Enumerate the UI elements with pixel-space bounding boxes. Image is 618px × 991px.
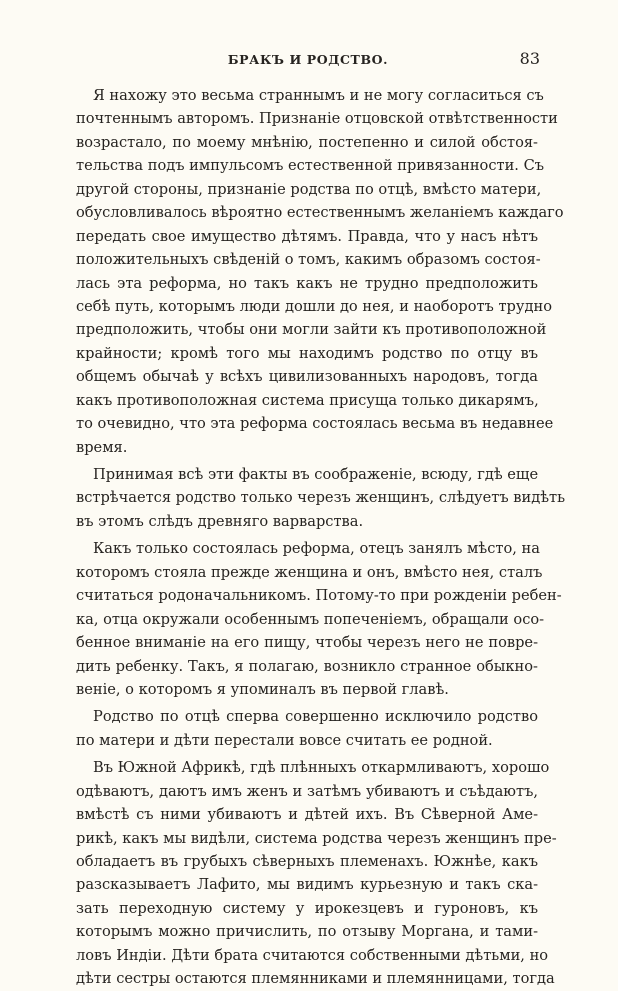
page-header [76,50,540,72]
text-line: обусловливалось вѣроятно естественнымъ желаніемъ каждаго [76,204,564,222]
text-line: какъ противоположная система присуща только дикарямъ, [76,391,539,409]
text-line: считаться родоначальникомъ. Потому-то при рожденіи ребен- [76,587,562,605]
text-line: возрастало, по моему мнѣнію, постепенно и силой обстоя- [76,133,538,151]
text-line: тельства подъ импульсомъ естественной привязанности. Съ [76,157,545,175]
text-line: по матери и дѣти перестали вовсе считать ее родной. [76,731,493,749]
paragraph-first-line: Родство по отцѣ сперва совершенно исключило родство [93,708,538,726]
text-line: другой стороны, признаніе родства по отцѣ, вмѣсто матери, [76,180,542,198]
text-line: которомъ стояла прежде женщина и онъ, вмѣсто нея, сталъ [76,563,543,581]
text-line: рикѣ, какъ мы видѣли, система родства черезъ женщинъ пре- [76,829,557,847]
page-number: 83 [519,49,540,68]
text-line: которымъ можно причислить, по отзыву Моргана, и тами- [76,923,538,941]
text-line: зать переходную систему у ирокезцевъ и гуроновъ, къ [76,899,538,917]
text-line: разсказываетъ Лафито, мы видимъ курьезную и такъ ска- [76,876,538,894]
text-line: общемъ обычаѣ у всѣхъ цивилизованныхъ народовъ, тогда [76,368,538,386]
text-line: въ этомъ слѣдъ древняго варварства. [76,512,364,530]
text-line: предположить, чтобы они могли зайти къ противоположной [76,321,547,339]
paragraph-first-line: Принимая всѣ эти факты въ соображеніе, всюду, гдѣ еще [93,466,539,483]
text-line: веніе, о которомъ я упоминалъ въ первой главѣ. [76,680,449,698]
paragraph-first-line: Въ Южной Африкѣ, гдѣ плѣнныхъ откармливаютъ, хорошо [93,759,550,777]
text-line: время. [76,438,128,456]
text-line: то очевидно, что эта реформа состоялась весьма въ недавнее [76,415,554,433]
text-line: ка, отца окружали особеннымъ попеченіемъ, обращали осо- [76,610,545,628]
text-line: себѣ путь, которымъ люди дошли до нея, и наоборотъ трудно [76,297,552,315]
text-line: встрѣчается родство только черезъ женщинъ, слѣдуетъ видѣть [76,489,566,507]
text-line: вмѣстѣ съ ними убиваютъ и дѣтей ихъ. Въ Сѣверной Аме- [76,806,538,824]
text-line: крайности; кромѣ того мы находимъ родство по отцу въ [76,344,538,362]
body-text [76,84,566,991]
text-line: лась эта реформа, но такъ какъ не трудно предположить [76,274,538,292]
text-line: ловъ Индіи. Дѣти брата считаются собственными дѣтьми, но [76,946,549,964]
text-line: дѣти сестры остаются племянниками и племянницами, тогда [76,970,555,988]
text-line: бенное вниманіе на его пищу, чтобы черезъ него не повре- [76,634,538,652]
text-line: положительныхъ свѣденій о томъ, какимъ образомъ состоя- [76,251,541,269]
running-title: БРАКЪ И РОДСТВО. [227,52,389,67]
text-line: одѣваютъ, даютъ имъ женъ и затѣмъ убиваютъ и съѣдаютъ, [76,782,538,800]
paragraph-first-line: Какъ только состоялась реформа, отецъ занялъ мѣсто, на [93,540,540,558]
paragraph-first-line: Я нахожу это весьма страннымъ и не могу согласиться съ [93,87,544,104]
text-line: почтеннымъ авторомъ. Признаніе отцовской отвѣтственности [76,110,558,128]
text-line: дить ребенку. Такъ, я полагаю, возникло странное обыкно- [76,657,538,675]
text-line: обладаетъ въ грубыхъ сѣверныхъ племенахъ. Южнѣе, какъ [76,853,538,870]
text-line: передать свое имущество дѣтямъ. Правда, что у насъ нѣтъ [76,227,538,245]
